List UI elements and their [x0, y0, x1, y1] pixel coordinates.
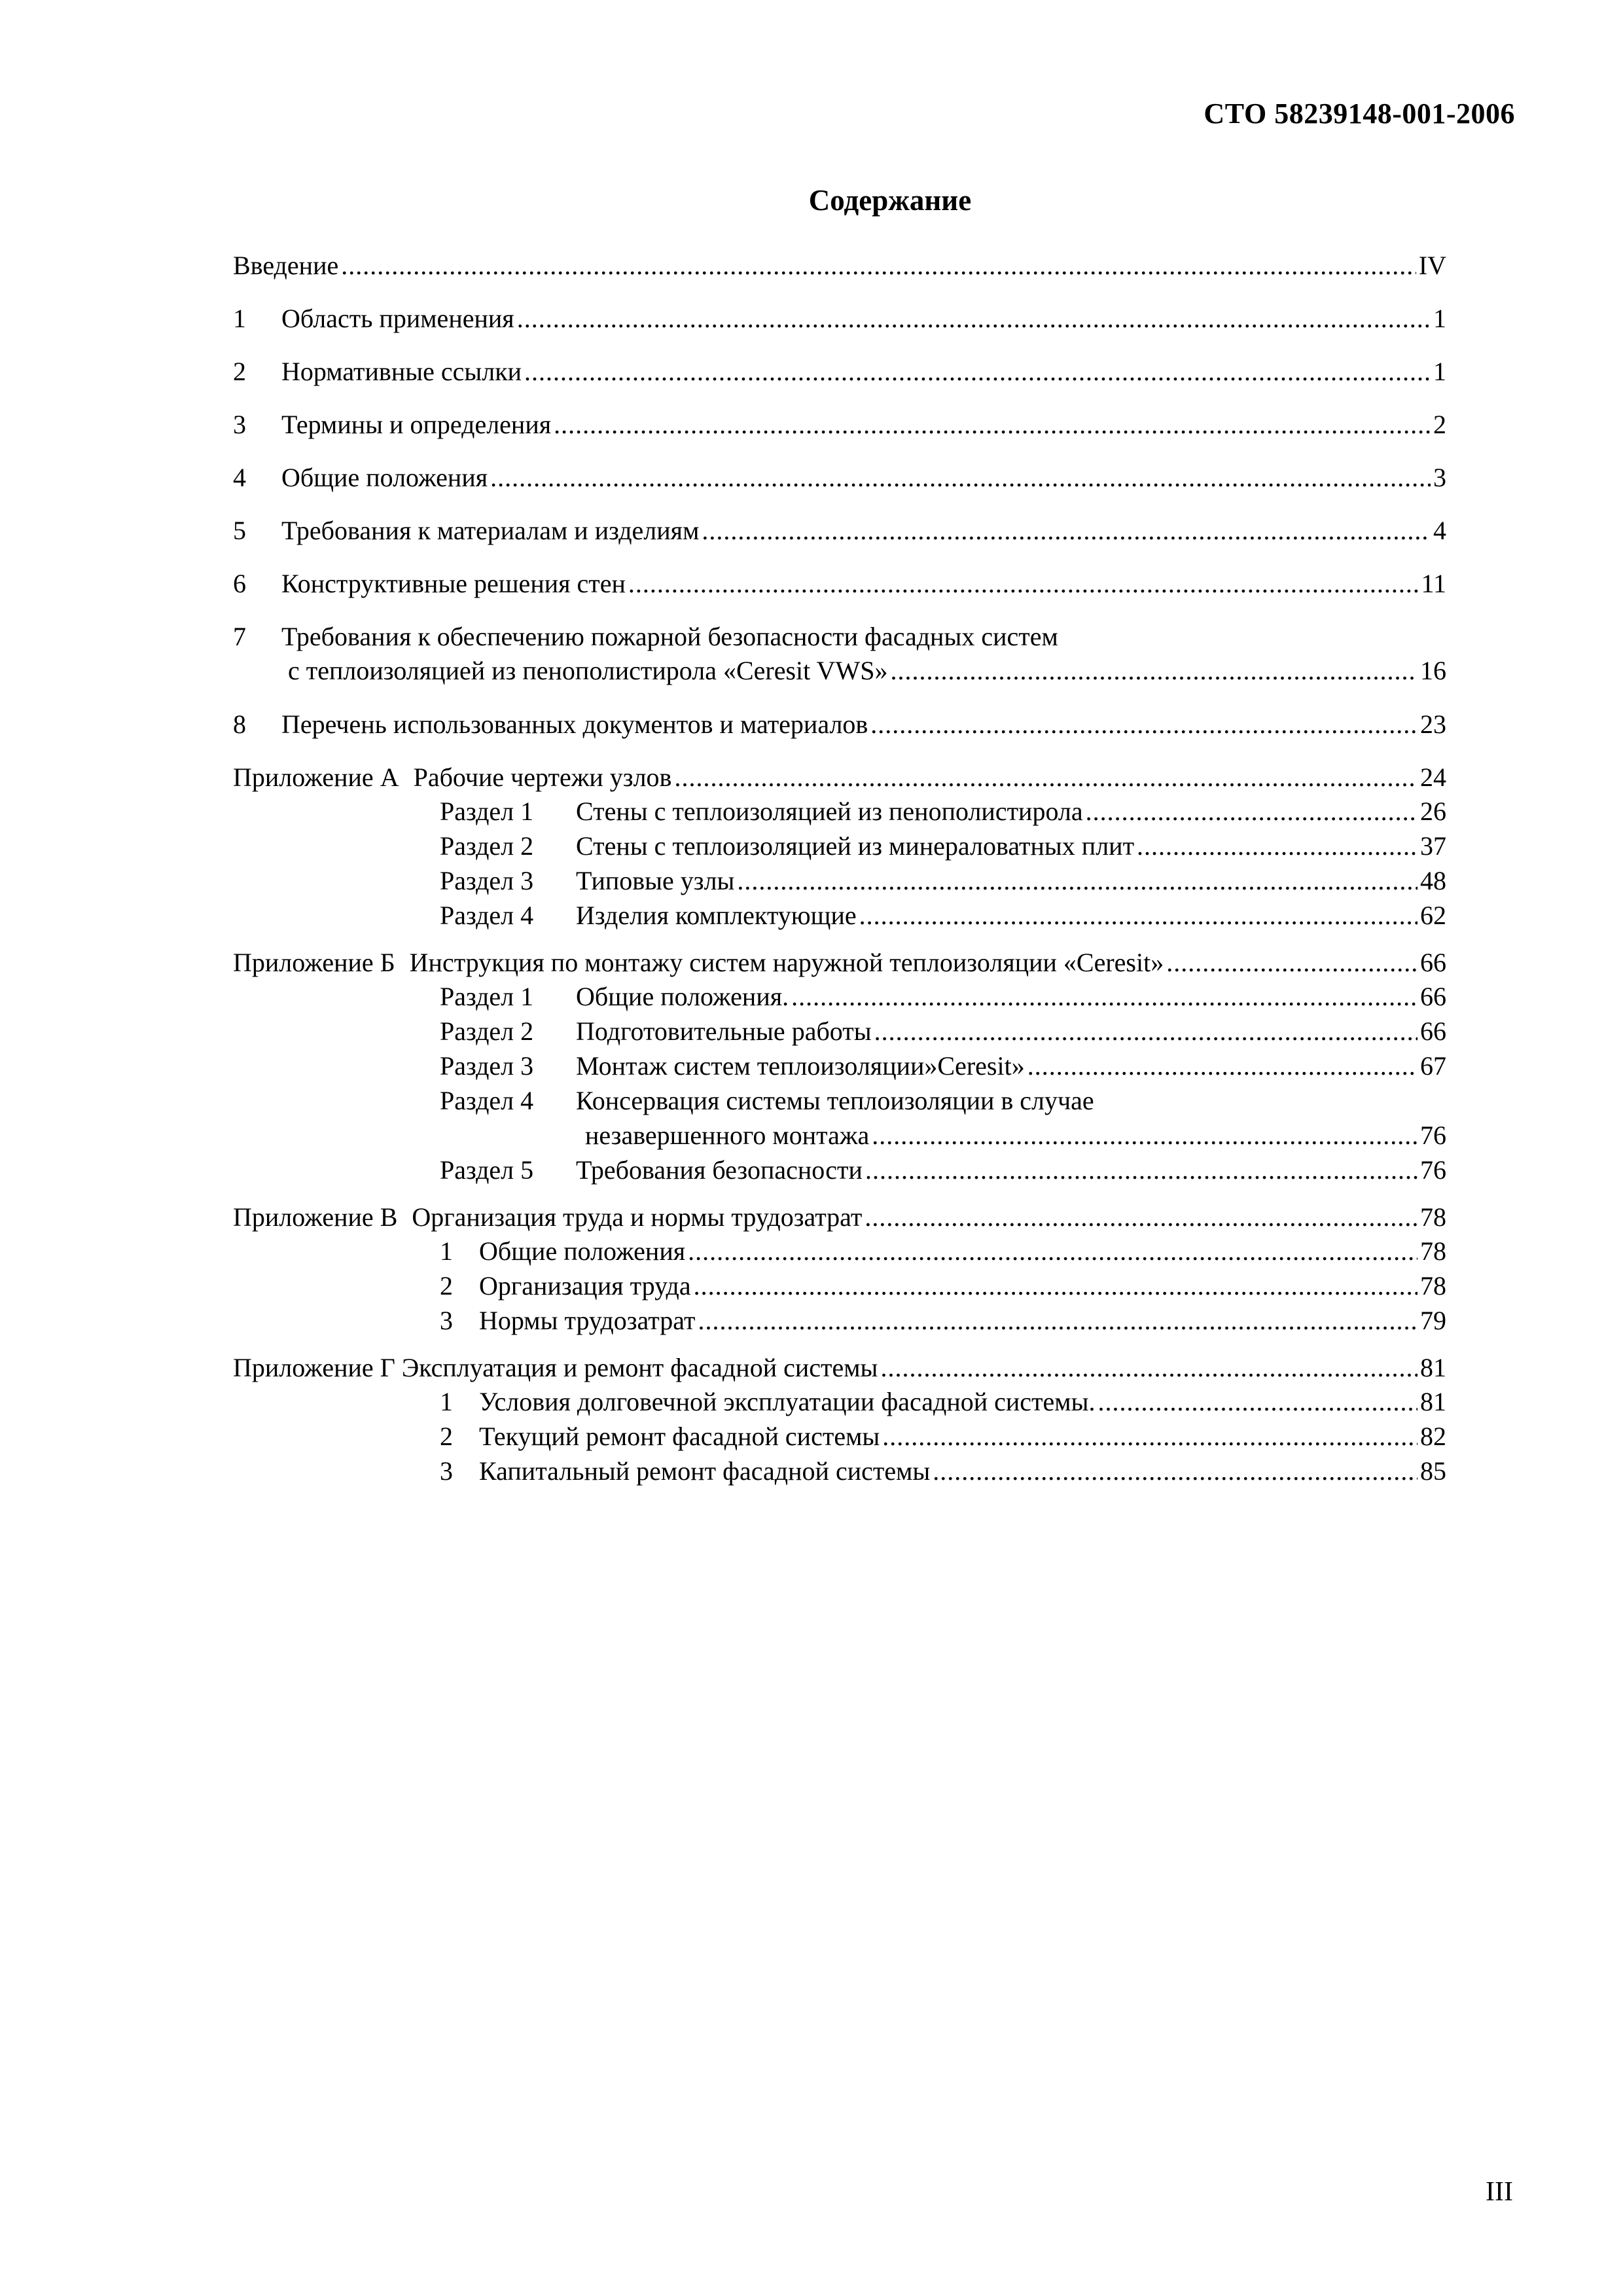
leader-dots: [694, 1268, 1418, 1303]
toc-subentry[interactable]: [233, 1049, 1446, 1083]
appendix-label: Приложение Б: [233, 948, 395, 977]
leader-dots: [688, 1234, 1418, 1268]
toc-entry-page: 24: [1420, 762, 1446, 792]
toc-subentry[interactable]: [233, 1014, 1446, 1049]
subsection-label: Раздел 4: [440, 1086, 534, 1115]
subsection-label: 2: [440, 1422, 453, 1451]
toc-entry-title: Нормативные ссылки: [281, 357, 522, 386]
toc-entry-page: 67: [1420, 1051, 1446, 1081]
toc-appendix-b[interactable]: [233, 946, 1446, 979]
subsection-title: Изделия комплектующие: [576, 901, 857, 930]
toc-entry-title: Область применения: [281, 304, 514, 333]
leader-dots: [1166, 946, 1418, 979]
toc-entry-title: Перечень использованных документов и материалов: [281, 709, 868, 739]
leader-dots: [890, 653, 1418, 688]
table-of-contents: [233, 249, 1446, 1488]
subsection-title: Монтаж систем теплоизоляции»Ceresit»: [576, 1051, 1025, 1081]
toc-appendix-v[interactable]: [233, 1200, 1446, 1234]
toc-entry-page: 2: [1433, 410, 1446, 439]
toc-entry-intro[interactable]: [233, 249, 1446, 282]
toc-entry-page: 4: [1433, 516, 1446, 545]
section-number: 1: [233, 304, 246, 333]
subsection-label: 3: [440, 1306, 453, 1335]
leader-dots: [880, 1351, 1418, 1384]
leader-dots: [859, 898, 1418, 933]
toc-subentry[interactable]: [233, 863, 1446, 898]
subsection-title: Общие положения.: [576, 982, 789, 1011]
page-number: III: [1486, 2177, 1513, 2207]
toc-entry-page: 66: [1420, 982, 1446, 1011]
subsection-label: Раздел 1: [440, 797, 534, 826]
toc-entry-title: Общие положения: [281, 463, 488, 492]
leader-dots: [791, 979, 1418, 1014]
toc-entry-title-continued: с теплоизоляцией из пенополистирола «Ceresit VWS»: [288, 656, 888, 685]
toc-entry-page: 62: [1420, 901, 1446, 930]
leader-dots: [341, 249, 1416, 282]
leader-dots: [1027, 1049, 1418, 1083]
toc-subentry[interactable]: [233, 794, 1446, 829]
toc-entry-section-3[interactable]: [233, 408, 1446, 441]
toc-subentry[interactable]: [233, 1384, 1446, 1419]
appendix-label: Приложение Г: [233, 1353, 395, 1382]
toc-entry-page: 76: [1420, 1155, 1446, 1185]
toc-subentry[interactable]: [233, 1454, 1446, 1488]
toc-entry-section-7-continued[interactable]: [233, 653, 1446, 688]
subsection-label: 3: [440, 1456, 453, 1486]
subsection-title: Требования безопасности: [576, 1155, 863, 1185]
leader-dots: [517, 302, 1431, 335]
document-code: СТО 58239148-001-2006: [1204, 98, 1515, 130]
toc-subentry[interactable]: [233, 1268, 1446, 1303]
subsection-label: Раздел 1: [440, 982, 534, 1011]
subsection-label: Раздел 3: [440, 866, 534, 895]
toc-entry-section-6[interactable]: [233, 567, 1446, 600]
toc-appendix-a[interactable]: [233, 761, 1446, 794]
leader-dots: [865, 1153, 1418, 1187]
toc-entry-page: 1: [1433, 357, 1446, 386]
appendix-title: Инструкция по монтажу систем наружной теплоизоляции «Ceresit»: [409, 948, 1164, 977]
toc-entry-section-7[interactable]: [233, 620, 1446, 653]
toc-entry-page: 81: [1420, 1387, 1446, 1416]
leader-dots: [524, 355, 1431, 388]
toc-entry-page: IV: [1418, 251, 1446, 280]
section-number: 7: [233, 622, 246, 651]
toc-entry-title: Введение: [233, 251, 339, 280]
toc-entry-page: 85: [1420, 1456, 1446, 1486]
toc-subentry[interactable]: [233, 1303, 1446, 1338]
leader-dots: [865, 1200, 1418, 1234]
toc-subentry[interactable]: [233, 1153, 1446, 1187]
toc-subentry[interactable]: [233, 829, 1446, 863]
toc-entry-page: 11: [1421, 569, 1446, 598]
toc-entry-page: 78: [1420, 1271, 1446, 1300]
toc-subentry[interactable]: [233, 1419, 1446, 1454]
subsection-title: Стены с теплоизоляцией из пенополистирола: [576, 797, 1083, 826]
subsection-label: 2: [440, 1271, 453, 1300]
leader-dots: [1137, 829, 1418, 863]
leader-dots: [554, 408, 1431, 441]
toc-subentry[interactable]: [233, 1234, 1446, 1268]
toc-entry-title: Конструктивные решения стен: [281, 569, 626, 598]
subsection-title: Стены с теплоизоляцией из минераловатных плит: [576, 831, 1135, 861]
subsection-title: Капитальный ремонт фасадной системы: [479, 1456, 931, 1486]
subsection-title: Организация труда: [479, 1271, 691, 1300]
leader-dots: [882, 1419, 1418, 1454]
appendix-label: Приложение В: [233, 1202, 398, 1232]
toc-entry-page: 78: [1420, 1236, 1446, 1266]
toc-entry-page: 16: [1420, 656, 1446, 685]
leader-dots: [1097, 1384, 1418, 1419]
section-number: 3: [233, 410, 246, 439]
subsection-title-continued: незавершенного монтажа: [585, 1121, 870, 1150]
toc-entry-page: 26: [1420, 797, 1446, 826]
toc-entry-section-5[interactable]: [233, 514, 1446, 547]
subsection-title: Типовые узлы: [576, 866, 735, 895]
leader-dots: [933, 1454, 1418, 1488]
subsection-label: Раздел 5: [440, 1155, 534, 1185]
toc-subentry[interactable]: [233, 979, 1446, 1014]
subsection-title: Общие положения: [479, 1236, 686, 1266]
subsection-title: Условия долговечной эксплуатации фасадной системы.: [479, 1387, 1096, 1416]
subsection-label: Раздел 4: [440, 901, 534, 930]
toc-entry-page: 48: [1420, 866, 1446, 895]
toc-entry-page: 79: [1420, 1306, 1446, 1335]
toc-entry-page: 66: [1420, 948, 1446, 977]
appendix-title: Рабочие чертежи узлов: [413, 762, 672, 792]
toc-entry-title: Требования к обеспечению пожарной безопасности фасадных систем: [281, 622, 1058, 651]
toc-entry-title: Термины и определения: [281, 410, 552, 439]
toc-entry-title: Требования к материалам и изделиям: [281, 516, 700, 545]
leader-dots: [628, 567, 1419, 600]
appendix-title: Эксплуатация и ремонт фасадной системы: [401, 1353, 878, 1382]
subsection-label: Раздел 2: [440, 831, 534, 861]
toc-entry-section-2[interactable]: [233, 355, 1446, 388]
leader-dots: [702, 514, 1431, 547]
section-number: 5: [233, 516, 246, 545]
toc-entry-page: 3: [1433, 463, 1446, 492]
toc-entry-page: 82: [1420, 1422, 1446, 1451]
leader-dots: [698, 1303, 1418, 1338]
section-number: 8: [233, 709, 246, 739]
leader-dots: [490, 461, 1431, 494]
toc-subentry[interactable]: [233, 898, 1446, 933]
leader-dots: [874, 1014, 1418, 1049]
section-number: 6: [233, 569, 246, 598]
toc-subentry-continued[interactable]: [233, 1118, 1446, 1153]
subsection-label: 1: [440, 1236, 453, 1266]
subsection-title: Консервация системы теплоизоляции в случае: [576, 1086, 1094, 1115]
toc-entry-page: 37: [1420, 831, 1446, 861]
subsection-title: Подготовительные работы: [576, 1016, 872, 1046]
subsection-title: Нормы трудозатрат: [479, 1306, 696, 1335]
toc-entry-section-8[interactable]: [233, 708, 1446, 741]
subsection-label: Раздел 3: [440, 1051, 534, 1081]
toc-entry-page: 78: [1420, 1202, 1446, 1232]
leader-dots: [737, 863, 1418, 898]
toc-appendix-g[interactable]: [233, 1351, 1446, 1384]
toc-subentry[interactable]: [233, 1083, 1446, 1118]
toc-entry-section-4[interactable]: [233, 461, 1446, 494]
section-number: 4: [233, 463, 246, 492]
toc-title: Содержание: [808, 184, 972, 217]
leader-dots: [870, 708, 1418, 741]
toc-entry-page: 76: [1420, 1121, 1446, 1150]
leader-dots: [1086, 794, 1418, 829]
subsection-title: Текущий ремонт фасадной системы: [479, 1422, 880, 1451]
toc-entry-page: 1: [1433, 304, 1446, 333]
toc-entry-page: 66: [1420, 1016, 1446, 1046]
section-number: 2: [233, 357, 246, 386]
toc-entry-section-1[interactable]: [233, 302, 1446, 335]
appendix-title: Организация труда и нормы трудозатрат: [412, 1202, 863, 1232]
leader-dots: [872, 1118, 1418, 1153]
leader-dots: [674, 761, 1418, 794]
subsection-label: Раздел 2: [440, 1016, 534, 1046]
toc-entry-page: 23: [1420, 709, 1446, 739]
appendix-label: Приложение А: [233, 762, 399, 792]
subsection-label: 1: [440, 1387, 453, 1416]
toc-entry-page: 81: [1420, 1353, 1446, 1382]
